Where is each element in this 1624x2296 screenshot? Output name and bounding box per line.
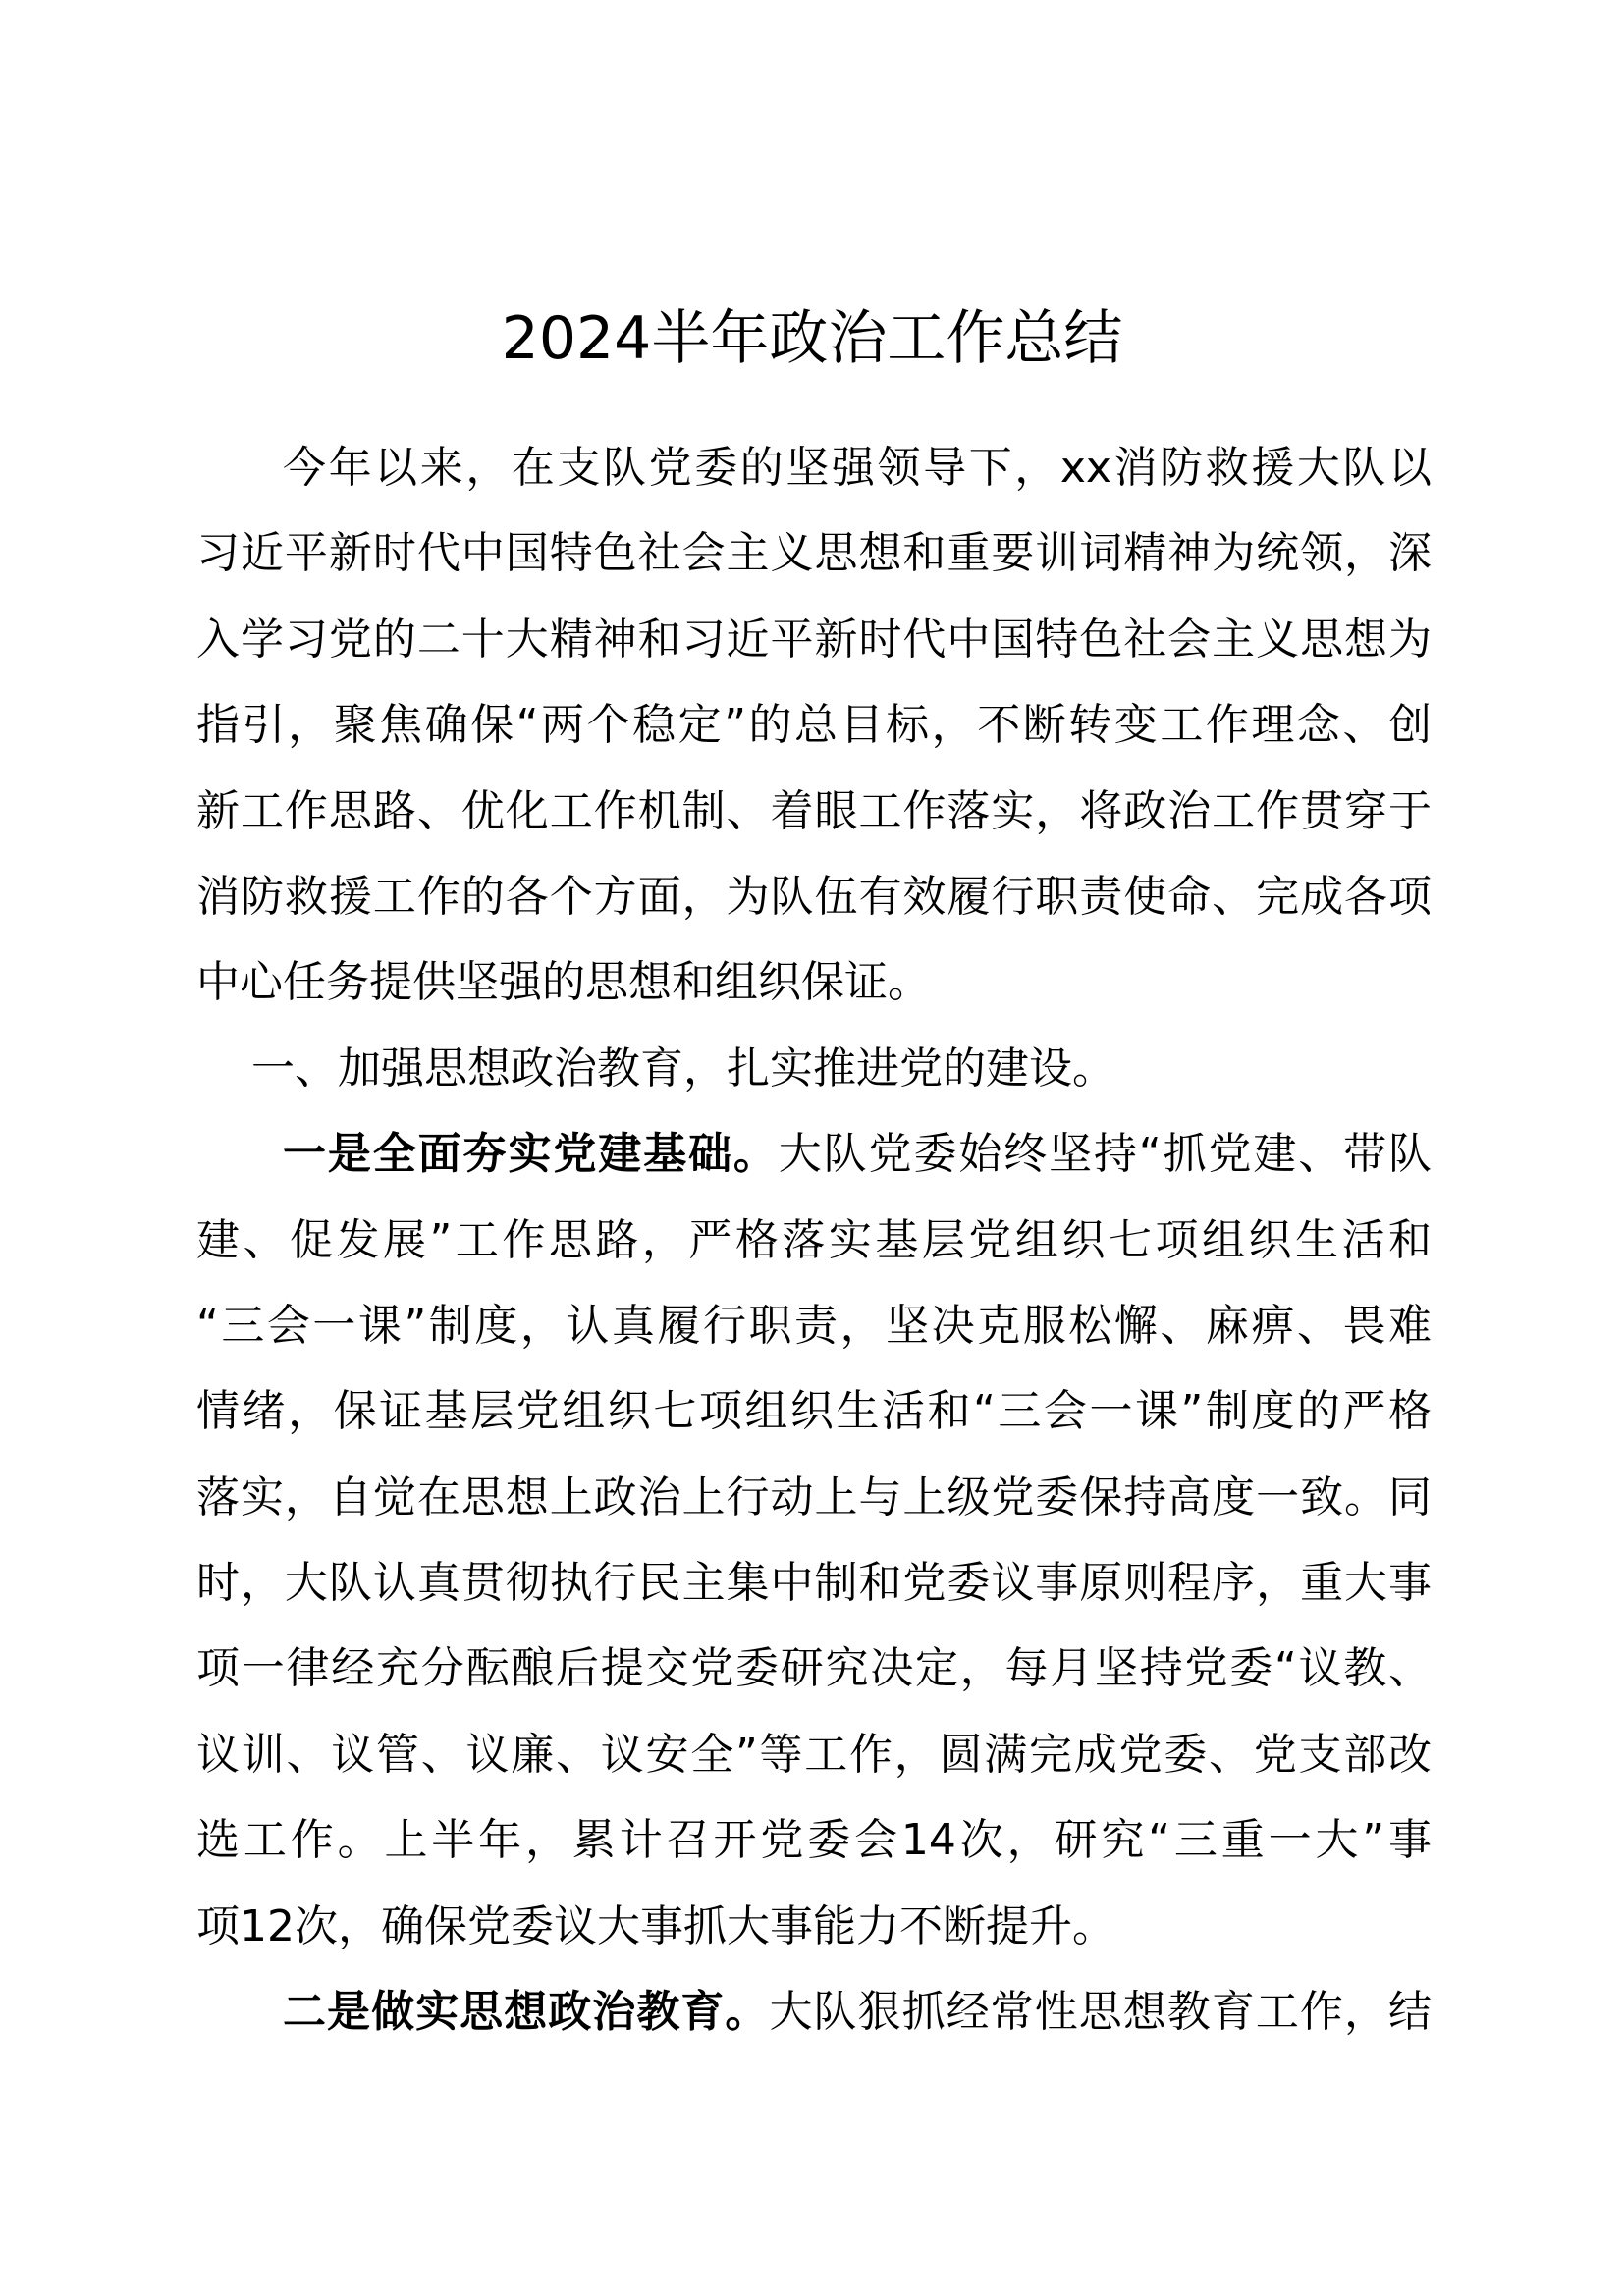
text-line: 消防救援工作的各个方面，为队伍有效履行职责使命、完成各项 [196, 871, 1432, 922]
point-lead-bold: 一是全面夯实党建基础。 [283, 1129, 779, 1180]
text-line: 中心任务提供坚强的思想和组织保证。 [196, 957, 931, 1008]
text-line: 建、促发展”工作思路，严格落实基层党组织七项组织生活和 [196, 1214, 1432, 1265]
text-line: “三会一课”制度，认真履行职责，坚决克服松懈、麻痹、畏难 [196, 1300, 1432, 1351]
point-two-paragraph [196, 1969, 1432, 2055]
document-title: 2024半年政治工作总结 [501, 304, 1123, 373]
text-line: 今年以来，在支队党委的坚强领导下，xx消防救援大队以 [283, 443, 1432, 493]
text-line: 选工作。上半年，累计召开党委会14次，研究“三重一大”事 [196, 1815, 1432, 1866]
text-line: 情绪，保证基层党组织七项组织生活和“三会一课”制度的严格 [196, 1386, 1432, 1437]
point-lead-bold: 二是做实思想政治教育。 [283, 1987, 770, 2038]
point-lead-rest: 大队狠抓经常性思想教育工作，结 [769, 1987, 1433, 2038]
text-line: 入学习党的二十大精神和习近平新时代中国特色社会主义思想为 [196, 614, 1432, 665]
text-line: 习近平新时代中国特色社会主义思想和重要训词精神为统领，深 [196, 528, 1432, 579]
text-line: 新工作思路、优化工作机制、着眼工作落实，将政治工作贯穿于 [196, 785, 1432, 836]
text-line: 议训、议管、议廉、议安全”等工作，圆满完成党委、党支部改 [196, 1729, 1432, 1780]
intro-paragraph [196, 425, 1432, 1026]
text-line: 项一律经充分酝酿后提交党委研究决定，每月坚持党委“议教、 [196, 1643, 1432, 1694]
text-line: 时，大队认真贯彻执行民主集中制和党委议事原则程序，重大事 [196, 1558, 1432, 1609]
text-line [196, 1111, 1432, 1197]
point-one-paragraph [196, 1111, 1432, 1969]
text-line [196, 1969, 1432, 2055]
point-lead-rest: 大队党委始终坚持“抓党建、带队 [778, 1129, 1433, 1180]
text-line: 落实，自觉在思想上政治上行动上与上级党委保持高度一致。同 [196, 1471, 1432, 1522]
section-heading: 一、加强思想政治教育，扎实推进党的建设。 [251, 1042, 1115, 1094]
text-line: 项12次，确保党委议大事抓大事能力不断提升。 [196, 1900, 1115, 1951]
document-body [196, 425, 1432, 2055]
text-line: 指引，聚焦确保“两个稳定”的总目标，不断转变工作理念、创 [196, 700, 1432, 751]
section-heading-paragraph [196, 1026, 1432, 1111]
